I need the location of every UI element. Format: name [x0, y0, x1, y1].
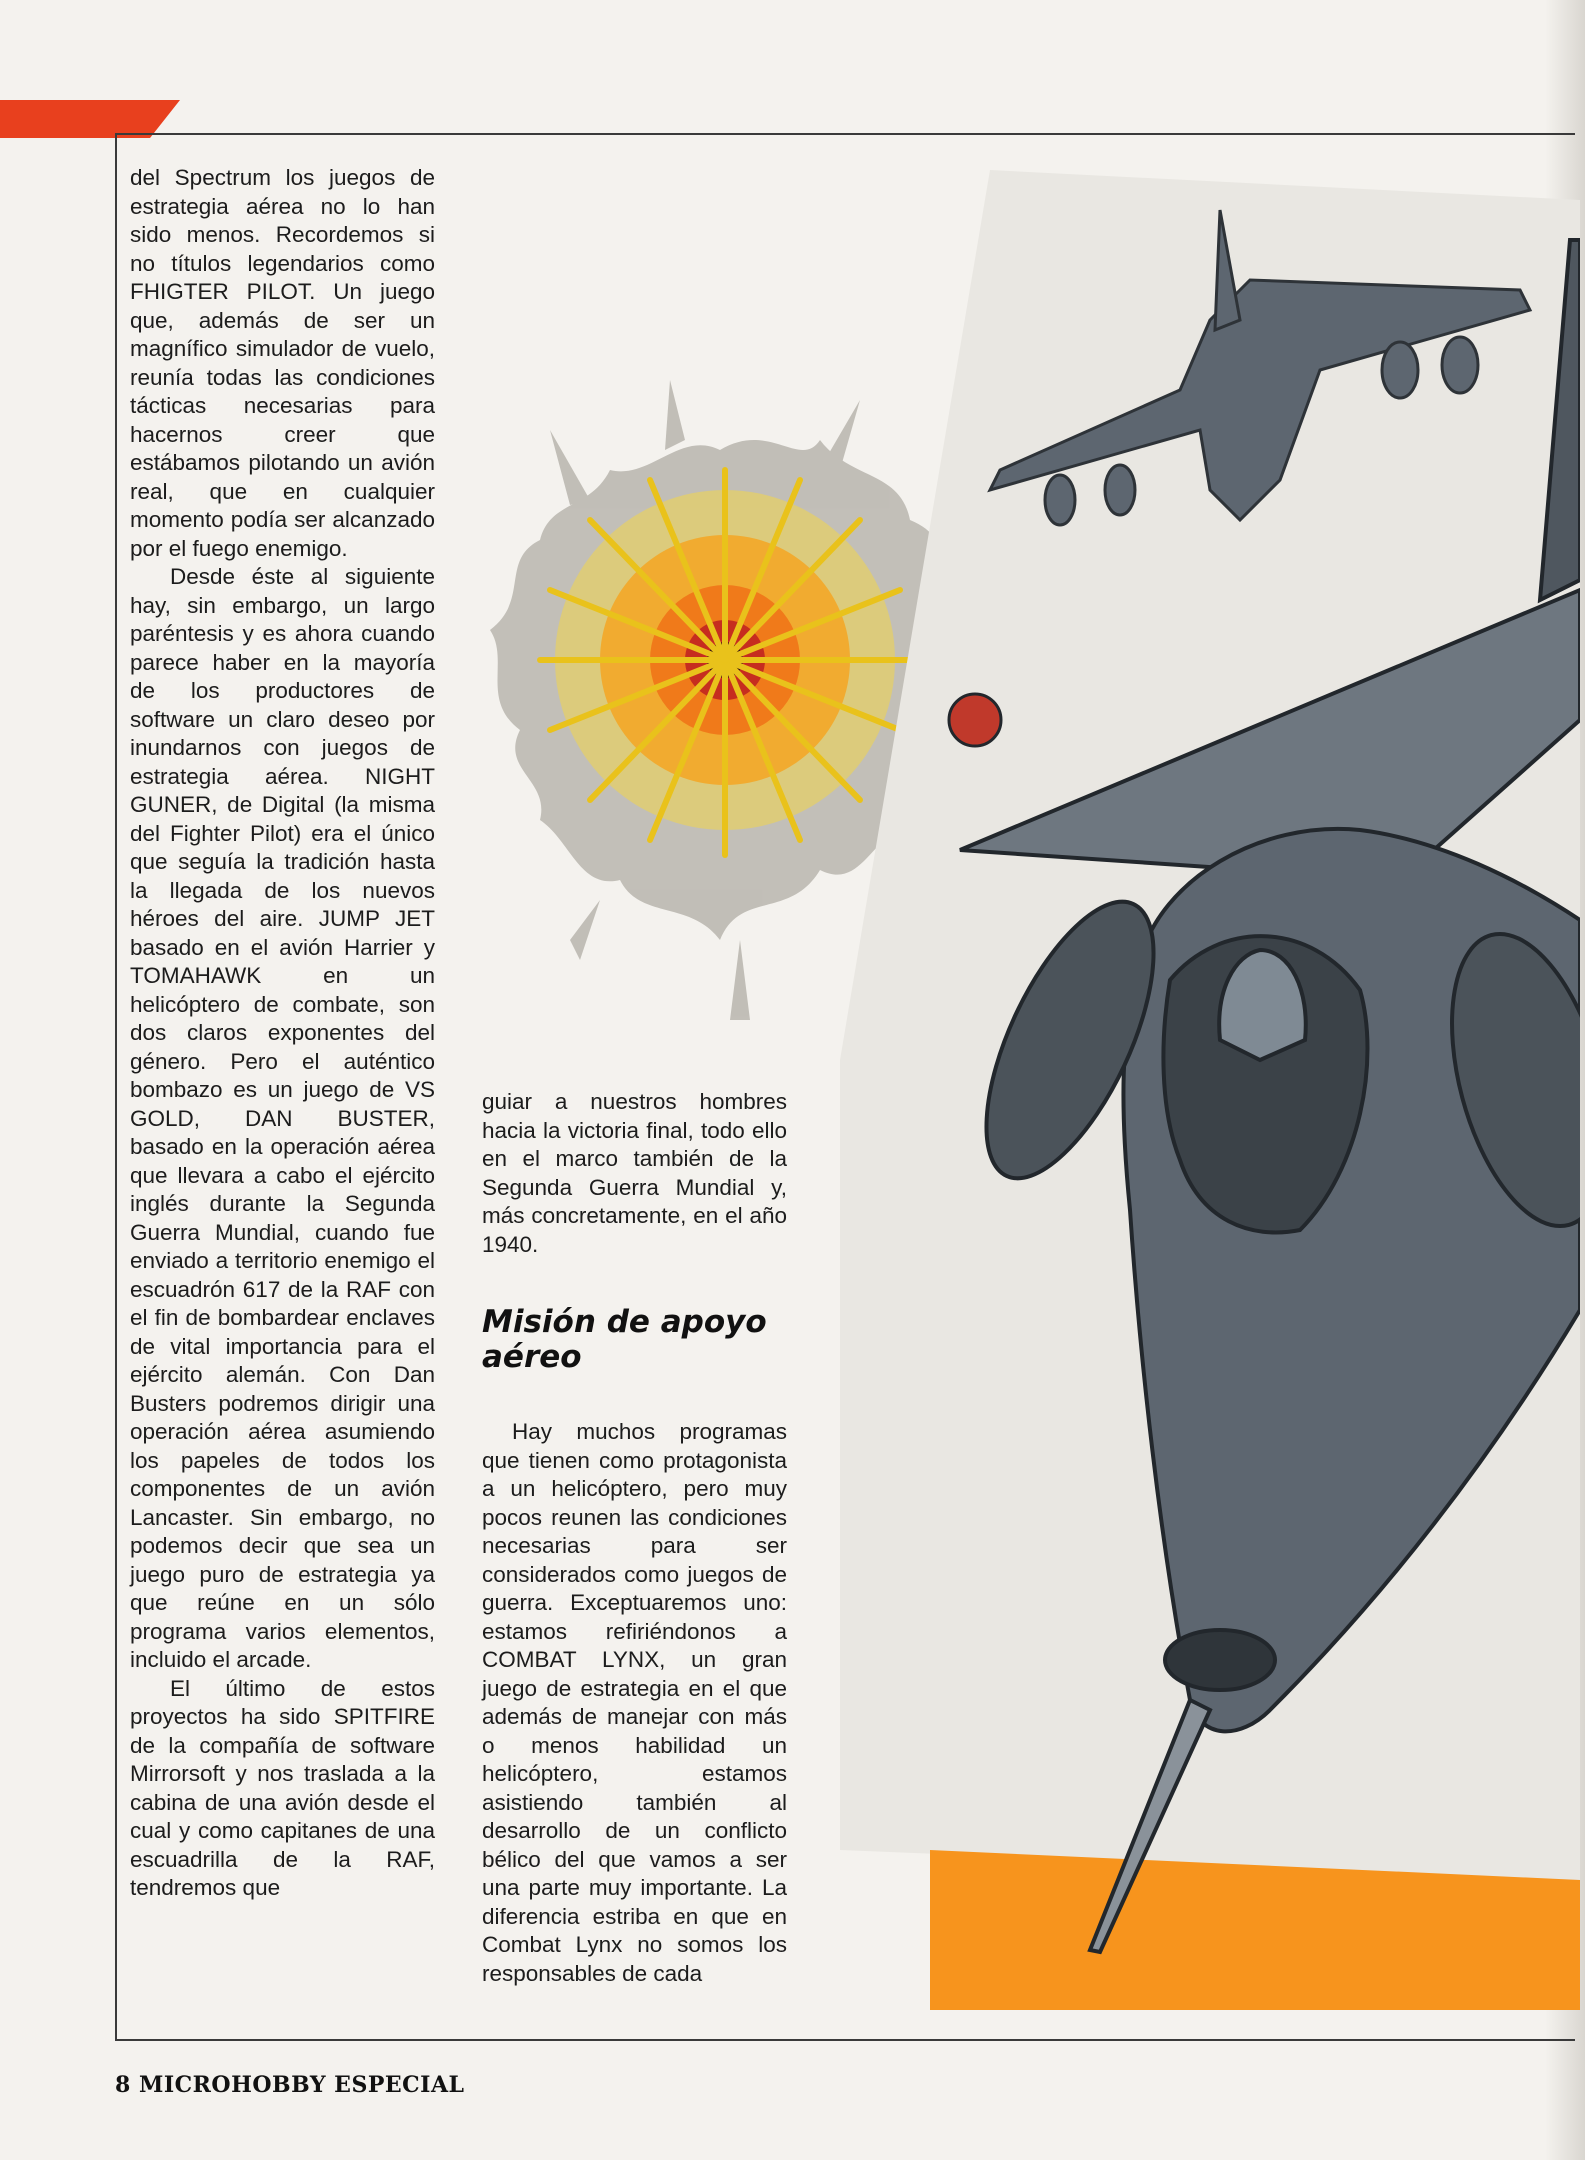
left-rule	[115, 133, 117, 2039]
article-column-2-bottom	[482, 1418, 787, 1988]
paragraph: del Spectrum los juegos de estrategia aérea no lo han sido menos. Recordemos si no títulos legendarios como FHIGTER PILOT. Un juego que, además de ser un magnífico simulador de vuelo, reunía todas las condiciones tácticas necesarias para hacernos creer que estábamos pilotando un avión real, que en cualquier momento podía ser alcanzado por el fuego enemigo.	[130, 165, 435, 561]
paragraph: El último de estos proyectos ha sido SPITFIRE de la compañía de software Mirrorsoft y nos traslada a la cabina de una avión desde el cual y como capitanes de una escuadrilla de la RAF, tendremos que	[130, 1675, 435, 1900]
section-subheading: Misión de apoyo aéreo	[482, 1304, 767, 1375]
article-column-2-top	[482, 1088, 787, 1259]
harrier-jets-illustration	[840, 160, 1580, 2010]
paragraph: Hay muchos programas que tienen como protagonista a un helicóptero, pero muy pocos reunen las condiciones necesarias para ser considerados como juegos de guerra. Exceptuaremos uno: estamos refiriéndonos a COMBAT LYNX, un gran juego de estrategia en el que además de manejar con más o menos habilidad un helicóptero, estamos asistiendo también al desarrollo de un conflicto bélico del que vamos a ser una parte muy importante. La diferencia estriba en que en Combat Lynx no somos los responsables de cada	[482, 1419, 787, 1986]
top-rule	[115, 133, 1575, 135]
bottom-rule	[115, 2039, 1575, 2041]
article-column-1	[130, 164, 435, 1903]
page-folio: 8 MICROHOBBY ESPECIAL	[115, 2072, 465, 2098]
paragraph: guiar a nuestros hombres hacia la victoria final, todo ello en el marco también de la Segunda Guerra Mundial y, más concretamente, en el año 1940.	[482, 1089, 787, 1257]
roundel	[949, 694, 1001, 746]
paragraph: Desde éste al siguiente hay, sin embargo, un largo paréntesis y es ahora cuando parece haber en la mayoría de los productores de software un claro deseo por inundarnos con juegos de estrategia aérea. NIGHT GUNER, de Digital (la misma del Fighter Pilot) era el único que seguía la tradición hasta la llegada de los nuevos héroes del aire. JUMP JET basado en el avión Harrier y TOMAHAWK en un helicóptero de combate, son dos claros exponentes del género. Pero el auténtico bombazo es un juego de VS GOLD, DAN BUSTER, basado en la operación aérea que llevara a cabo el ejército inglés durante la Segunda Guerra Mundial, cuando fue enviado a territorio enemigo el escuadrón 617 de la RAF con el fin de bombardear enclaves de vital importancia para el ejército alemán. Con Dan Busters podremos dirigir una operación aérea asumiendo los papeles de todos los componentes de un avión Lancaster. Sin embargo, no podemos decir que sea un juego puro de estrategia ya que reúne en un sólo programa varios elementos, incluido el arcade.	[130, 564, 435, 1672]
